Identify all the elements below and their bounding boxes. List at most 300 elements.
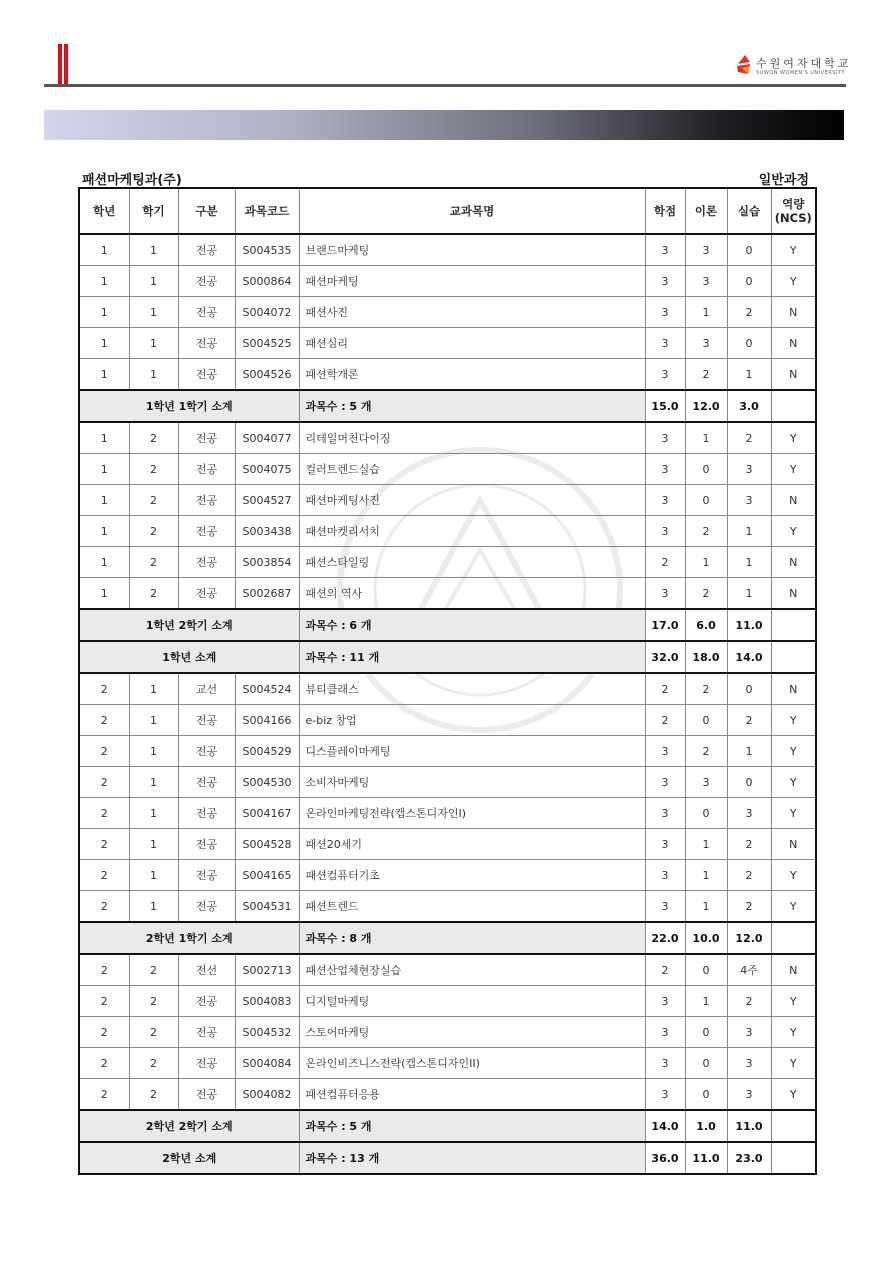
subtotal-course-count: 과목수 : 6 개 (299, 609, 645, 641)
cell-year: 2 (79, 860, 129, 891)
cell-year: 1 (79, 578, 129, 610)
cell-course-name: 패션사진 (299, 297, 645, 328)
cell-credits: 3 (645, 234, 685, 266)
cell-ncs: N (771, 829, 816, 860)
cell-year: 2 (79, 954, 129, 986)
cell-practice: 4주 (727, 954, 771, 986)
cell-theory: 2 (685, 673, 727, 705)
cell-practice: 2 (727, 860, 771, 891)
cell-credits: 3 (645, 986, 685, 1017)
subtotal-label: 1학년 1학기 소계 (79, 390, 299, 422)
cell-theory: 2 (685, 359, 727, 391)
cell-credits: 3 (645, 422, 685, 454)
subtotal-credits: 15.0 (645, 390, 685, 422)
course-row (79, 767, 816, 798)
cell-theory: 0 (685, 798, 727, 829)
cell-theory: 3 (685, 266, 727, 297)
cell-practice: 2 (727, 297, 771, 328)
subtotal-label: 2학년 소계 (79, 1142, 299, 1174)
cell-category: 전공 (178, 359, 235, 391)
cell-ncs: Y (771, 1017, 816, 1048)
subtotal-theory: 6.0 (685, 609, 727, 641)
cell-ncs: Y (771, 1079, 816, 1111)
cell-ncs: Y (771, 1048, 816, 1079)
cell-course-name: 패션컴퓨터기초 (299, 860, 645, 891)
cell-semester: 1 (129, 798, 178, 829)
cell-theory: 1 (685, 829, 727, 860)
course-row (79, 891, 816, 923)
cell-practice: 0 (727, 673, 771, 705)
cell-course-code: S004526 (235, 359, 299, 391)
cell-ncs: N (771, 954, 816, 986)
cell-course-code: S004166 (235, 705, 299, 736)
cell-course-name: 온라인비즈니스전략(캡스톤디자인II) (299, 1048, 645, 1079)
logo-english-text: SUWON WOMEN'S UNIVERSITY (756, 70, 845, 76)
subtotal-practice: 14.0 (727, 641, 771, 673)
cell-category: 전공 (178, 829, 235, 860)
cell-theory: 0 (685, 1017, 727, 1048)
cell-category: 전공 (178, 328, 235, 359)
cell-credits: 3 (645, 1079, 685, 1111)
cell-practice: 1 (727, 547, 771, 578)
course-type-label: 일반과정 (758, 173, 809, 188)
cell-credits: 3 (645, 1048, 685, 1079)
cell-semester: 1 (129, 297, 178, 328)
cell-category: 전공 (178, 266, 235, 297)
subtotal-practice: 12.0 (727, 922, 771, 954)
cell-year: 1 (79, 234, 129, 266)
cell-category: 전공 (178, 891, 235, 923)
cell-course-name: 컬러트렌드실습 (299, 454, 645, 485)
subtotal-blank (771, 390, 816, 422)
subtotal-course-count: 과목수 : 5 개 (299, 390, 645, 422)
cell-category: 전공 (178, 767, 235, 798)
cell-theory: 3 (685, 328, 727, 359)
cell-course-name: 브랜드마케팅 (299, 234, 645, 266)
course-row (79, 673, 816, 705)
course-row (79, 736, 816, 767)
column-header-category: 구분 (178, 188, 235, 234)
cell-theory: 2 (685, 736, 727, 767)
cell-credits: 2 (645, 673, 685, 705)
cell-course-name: 패션마케팅 (299, 266, 645, 297)
cell-semester: 2 (129, 454, 178, 485)
cell-year: 2 (79, 705, 129, 736)
cell-year: 1 (79, 485, 129, 516)
cell-practice: 3 (727, 485, 771, 516)
cell-theory: 2 (685, 516, 727, 547)
cell-category: 전공 (178, 485, 235, 516)
cell-practice: 0 (727, 767, 771, 798)
cell-year: 1 (79, 422, 129, 454)
header-accent-bar (58, 44, 62, 84)
cell-category: 전공 (178, 297, 235, 328)
subtotal-blank (771, 1110, 816, 1142)
cell-category: 전공 (178, 736, 235, 767)
cell-theory: 0 (685, 705, 727, 736)
cell-semester: 1 (129, 328, 178, 359)
logo-korean-text: 수원여자대학교 (756, 57, 852, 70)
cell-ncs: N (771, 485, 816, 516)
cell-theory: 1 (685, 422, 727, 454)
course-row (79, 485, 816, 516)
header-rule (44, 84, 846, 87)
subtotal-blank (771, 922, 816, 954)
cell-course-code: S004167 (235, 798, 299, 829)
cell-ncs: Y (771, 705, 816, 736)
cell-practice: 1 (727, 516, 771, 547)
cell-practice: 3 (727, 1017, 771, 1048)
course-row (79, 328, 816, 359)
cell-credits: 3 (645, 328, 685, 359)
subtotal-course-count: 과목수 : 11 개 (299, 641, 645, 673)
cell-practice: 2 (727, 986, 771, 1017)
subtotal-credits: 14.0 (645, 1110, 685, 1142)
cell-course-code: S002713 (235, 954, 299, 986)
cell-ncs: N (771, 328, 816, 359)
cell-course-name: 패션20세기 (299, 829, 645, 860)
cell-ncs: Y (771, 860, 816, 891)
cell-category: 전공 (178, 1079, 235, 1111)
cell-practice: 2 (727, 829, 771, 860)
column-header-year: 학년 (79, 188, 129, 234)
cell-practice: 1 (727, 736, 771, 767)
cell-category: 전공 (178, 1017, 235, 1048)
cell-practice: 0 (727, 328, 771, 359)
cell-credits: 2 (645, 954, 685, 986)
cell-course-name: 패션트렌드 (299, 891, 645, 923)
cell-credits: 3 (645, 798, 685, 829)
course-row (79, 454, 816, 485)
cell-credits: 3 (645, 485, 685, 516)
cell-theory: 0 (685, 954, 727, 986)
cell-course-name: 스토어마케팅 (299, 1017, 645, 1048)
cell-theory: 3 (685, 767, 727, 798)
cell-year: 1 (79, 297, 129, 328)
cell-credits: 3 (645, 767, 685, 798)
cell-practice: 2 (727, 891, 771, 923)
subtotal-theory: 10.0 (685, 922, 727, 954)
cell-theory: 0 (685, 485, 727, 516)
subtotal-label: 2학년 1학기 소계 (79, 922, 299, 954)
cell-year: 1 (79, 266, 129, 297)
cell-year: 1 (79, 454, 129, 485)
cell-semester: 2 (129, 485, 178, 516)
cell-course-code: S004529 (235, 736, 299, 767)
cell-category: 전공 (178, 798, 235, 829)
cell-ncs: Y (771, 986, 816, 1017)
cell-category: 전공 (178, 705, 235, 736)
subtotal-practice: 23.0 (727, 1142, 771, 1174)
subtotal-course-count: 과목수 : 5 개 (299, 1110, 645, 1142)
cell-category: 전공 (178, 454, 235, 485)
cell-course-code: S004532 (235, 1017, 299, 1048)
cell-ncs: Y (771, 891, 816, 923)
subtotal-blank (771, 1142, 816, 1174)
course-row (79, 954, 816, 986)
cell-course-code: S004524 (235, 673, 299, 705)
cell-course-name: 패션컴퓨터응용 (299, 1079, 645, 1111)
cell-year: 2 (79, 986, 129, 1017)
cell-course-name: 패션심리 (299, 328, 645, 359)
cell-credits: 3 (645, 359, 685, 391)
cell-practice: 2 (727, 705, 771, 736)
cell-credits: 2 (645, 705, 685, 736)
cell-theory: 1 (685, 860, 727, 891)
cell-category: 전공 (178, 578, 235, 610)
cell-category: 전공 (178, 516, 235, 547)
cell-course-name: 패션마케팅사진 (299, 485, 645, 516)
cell-credits: 2 (645, 547, 685, 578)
cell-semester: 1 (129, 767, 178, 798)
cell-ncs: N (771, 673, 816, 705)
subtotal-theory: 18.0 (685, 641, 727, 673)
course-row (79, 578, 816, 610)
cell-practice: 1 (727, 359, 771, 391)
cell-category: 전공 (178, 986, 235, 1017)
cell-semester: 1 (129, 673, 178, 705)
cell-course-code: S004530 (235, 767, 299, 798)
cell-course-code: S004527 (235, 485, 299, 516)
cell-semester: 2 (129, 422, 178, 454)
cell-theory: 3 (685, 234, 727, 266)
cell-category: 전선 (178, 954, 235, 986)
subtotal-label: 1학년 소계 (79, 641, 299, 673)
cell-ncs: Y (771, 736, 816, 767)
course-row (79, 1048, 816, 1079)
column-header-course-code: 과목코드 (235, 188, 299, 234)
column-header-ncs: 역량 (NCS) (771, 188, 816, 234)
cell-credits: 3 (645, 297, 685, 328)
university-emblem-icon (736, 54, 752, 76)
subtotal-theory: 12.0 (685, 390, 727, 422)
cell-course-code: S004083 (235, 986, 299, 1017)
subtotal-blank (771, 609, 816, 641)
cell-theory: 1 (685, 547, 727, 578)
cell-semester: 2 (129, 954, 178, 986)
subtotal-practice: 11.0 (727, 609, 771, 641)
subtotal-credits: 32.0 (645, 641, 685, 673)
cell-course-name: 온라인마케팅전략(캡스톤디자인I) (299, 798, 645, 829)
subtotal-blank (771, 641, 816, 673)
cell-ncs: Y (771, 422, 816, 454)
cell-theory: 1 (685, 891, 727, 923)
cell-course-name: 리테일머천다이징 (299, 422, 645, 454)
cell-course-code: S004084 (235, 1048, 299, 1079)
course-row (79, 516, 816, 547)
subtotal-credits: 17.0 (645, 609, 685, 641)
column-header-theory: 이론 (685, 188, 727, 234)
cell-ncs: Y (771, 798, 816, 829)
course-row (79, 422, 816, 454)
cell-practice: 0 (727, 234, 771, 266)
cell-practice: 3 (727, 798, 771, 829)
cell-course-name: 패션산업체현장실습 (299, 954, 645, 986)
subtotal-course-count: 과목수 : 8 개 (299, 922, 645, 954)
cell-semester: 2 (129, 1048, 178, 1079)
course-row (79, 266, 816, 297)
cell-ncs: Y (771, 266, 816, 297)
department-name: 패션마케팅과(주) (82, 173, 182, 188)
cell-practice: 1 (727, 578, 771, 610)
cell-credits: 3 (645, 829, 685, 860)
cell-category: 전공 (178, 860, 235, 891)
subtotal-row (79, 641, 816, 673)
cell-semester: 1 (129, 266, 178, 297)
cell-course-code: S004528 (235, 829, 299, 860)
cell-course-name: e-biz 창업 (299, 705, 645, 736)
course-row (79, 860, 816, 891)
subtotal-row (79, 390, 816, 422)
cell-semester: 1 (129, 234, 178, 266)
cell-course-code: S004535 (235, 234, 299, 266)
course-row (79, 986, 816, 1017)
cell-course-code: S003854 (235, 547, 299, 578)
subtotal-row (79, 1142, 816, 1174)
cell-semester: 2 (129, 578, 178, 610)
subtotal-row (79, 1110, 816, 1142)
course-row (79, 359, 816, 391)
table-header-row (79, 188, 816, 234)
cell-year: 1 (79, 328, 129, 359)
course-row (79, 1017, 816, 1048)
course-row (79, 705, 816, 736)
header-accent-bar (64, 44, 68, 84)
cell-credits: 3 (645, 891, 685, 923)
cell-credits: 3 (645, 578, 685, 610)
subtotal-credits: 22.0 (645, 922, 685, 954)
course-row (79, 829, 816, 860)
subtotal-theory: 1.0 (685, 1110, 727, 1142)
cell-theory: 1 (685, 986, 727, 1017)
cell-course-name: 소비자마케팅 (299, 767, 645, 798)
cell-semester: 2 (129, 516, 178, 547)
subtotal-row (79, 922, 816, 954)
course-row (79, 547, 816, 578)
cell-semester: 1 (129, 359, 178, 391)
cell-category: 전공 (178, 547, 235, 578)
cell-credits: 3 (645, 736, 685, 767)
cell-course-code: S004525 (235, 328, 299, 359)
cell-credits: 3 (645, 266, 685, 297)
cell-year: 2 (79, 1079, 129, 1111)
cell-course-name: 뷰티클래스 (299, 673, 645, 705)
cell-semester: 1 (129, 891, 178, 923)
cell-theory: 0 (685, 1048, 727, 1079)
cell-course-code: S004165 (235, 860, 299, 891)
cell-course-name: 패션의 역사 (299, 578, 645, 610)
course-row (79, 798, 816, 829)
course-row (79, 297, 816, 328)
cell-course-code: S004075 (235, 454, 299, 485)
cell-semester: 2 (129, 1079, 178, 1111)
cell-semester: 2 (129, 547, 178, 578)
cell-ncs: Y (771, 234, 816, 266)
cell-year: 2 (79, 1048, 129, 1079)
cell-course-code: S000864 (235, 266, 299, 297)
cell-practice: 3 (727, 454, 771, 485)
cell-credits: 3 (645, 454, 685, 485)
cell-course-code: S004072 (235, 297, 299, 328)
cell-semester: 1 (129, 736, 178, 767)
cell-course-name: 패션스타일링 (299, 547, 645, 578)
column-header-course-name: 교과목명 (299, 188, 645, 234)
cell-course-code: S004082 (235, 1079, 299, 1111)
cell-year: 1 (79, 547, 129, 578)
cell-year: 1 (79, 516, 129, 547)
subtotal-row (79, 609, 816, 641)
cell-category: 전공 (178, 1048, 235, 1079)
cell-theory: 0 (685, 1079, 727, 1111)
cell-practice: 3 (727, 1048, 771, 1079)
course-row (79, 234, 816, 266)
cell-theory: 0 (685, 454, 727, 485)
course-row (79, 1079, 816, 1111)
cell-credits: 3 (645, 516, 685, 547)
cell-ncs: Y (771, 767, 816, 798)
cell-course-name: 패션마켓리서치 (299, 516, 645, 547)
cell-practice: 2 (727, 422, 771, 454)
cell-year: 2 (79, 891, 129, 923)
cell-category: 전공 (178, 422, 235, 454)
cell-year: 2 (79, 736, 129, 767)
cell-semester: 1 (129, 705, 178, 736)
cell-ncs: Y (771, 454, 816, 485)
cell-theory: 2 (685, 578, 727, 610)
section-banner (44, 110, 844, 140)
subtotal-practice: 11.0 (727, 1110, 771, 1142)
cell-course-code: S003438 (235, 516, 299, 547)
cell-semester: 1 (129, 860, 178, 891)
subtotal-credits: 36.0 (645, 1142, 685, 1174)
cell-year: 2 (79, 1017, 129, 1048)
cell-course-code: S002687 (235, 578, 299, 610)
cell-practice: 0 (727, 266, 771, 297)
column-header-credits: 학점 (645, 188, 685, 234)
cell-course-name: 패션학개론 (299, 359, 645, 391)
cell-year: 2 (79, 798, 129, 829)
cell-year: 2 (79, 673, 129, 705)
cell-semester: 2 (129, 986, 178, 1017)
cell-course-code: S004531 (235, 891, 299, 923)
cell-ncs: N (771, 578, 816, 610)
subtotal-theory: 11.0 (685, 1142, 727, 1174)
cell-category: 교선 (178, 673, 235, 705)
cell-practice: 3 (727, 1079, 771, 1111)
cell-year: 2 (79, 767, 129, 798)
cell-credits: 3 (645, 1017, 685, 1048)
cell-course-code: S004077 (235, 422, 299, 454)
cell-ncs: N (771, 547, 816, 578)
cell-category: 전공 (178, 234, 235, 266)
cell-theory: 1 (685, 297, 727, 328)
cell-ncs: N (771, 297, 816, 328)
cell-ncs: N (771, 359, 816, 391)
cell-credits: 3 (645, 860, 685, 891)
column-header-semester: 학기 (129, 188, 178, 234)
cell-year: 2 (79, 829, 129, 860)
curriculum-table (78, 187, 817, 1175)
table-body (79, 234, 816, 1174)
subtotal-label: 1학년 2학기 소계 (79, 609, 299, 641)
cell-course-name: 디스플레이마케팅 (299, 736, 645, 767)
cell-year: 1 (79, 359, 129, 391)
subtotal-course-count: 과목수 : 13 개 (299, 1142, 645, 1174)
cell-semester: 1 (129, 829, 178, 860)
cell-ncs: Y (771, 516, 816, 547)
column-header-practice: 실습 (727, 188, 771, 234)
cell-course-name: 디지털마케팅 (299, 986, 645, 1017)
